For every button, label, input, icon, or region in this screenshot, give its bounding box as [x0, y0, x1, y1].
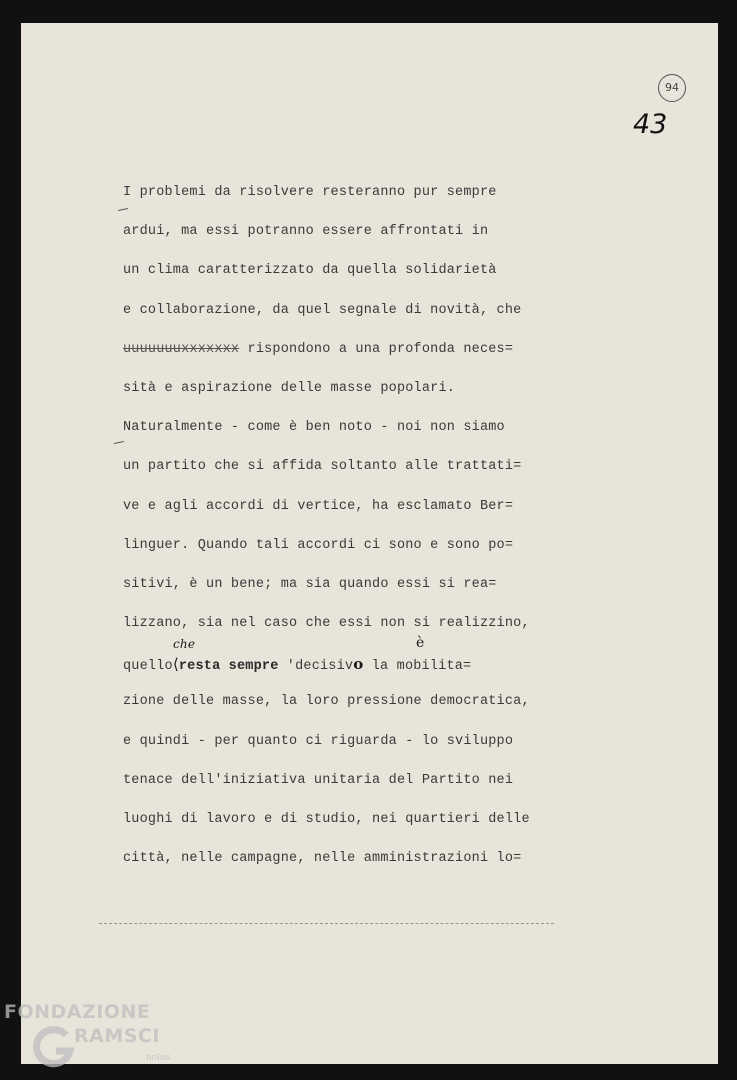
text-line: città, nelle campagne, nelle amministrazioni lo=	[123, 851, 522, 867]
insertion-caret: ⟨	[172, 655, 179, 674]
watermark-sub: onlus	[146, 1053, 171, 1063]
folio-handwritten-number: 43	[633, 109, 668, 140]
handwritten-correction: o	[353, 655, 364, 674]
text-line: ardui, ma essi potranno essere affrontati in	[123, 224, 489, 240]
text-line: ve e agli accordi di vertice, ha esclamato Ber=	[123, 498, 514, 514]
text-line: tenace dell'iniziativa unitaria del Partito nei	[123, 772, 514, 788]
archive-watermark	[4, 1001, 194, 1076]
text-line: un clima caratterizzato da quella solidarietà	[123, 263, 497, 279]
text-line-rest: rispondono a una profonda neces=	[239, 341, 514, 357]
text-line: e collaborazione, da quel segnale di novità, che	[123, 302, 522, 318]
handwritten-insert-e: è	[416, 635, 425, 652]
text-line: un partito che si affida soltanto alle trattati=	[123, 459, 522, 475]
text-line	[123, 342, 553, 381]
folio-circled-number: 94	[658, 74, 686, 102]
text-line: linguer. Quando tali accordi ci sono e sono po=	[123, 537, 514, 553]
text-line: e quindi - per quanto ci riguarda - lo sviluppo	[123, 733, 514, 749]
text-line: Naturalmente - come è ben noto - noi non siamo	[123, 420, 505, 436]
watermark-g-logo-icon	[30, 1023, 76, 1069]
text-line: zione delle masse, la loro pressione democratica,	[123, 694, 530, 710]
struck-out-text: uuuuuuuxxxxxxx	[123, 341, 240, 357]
inserted-text: resta sempre	[178, 659, 279, 675]
text-line-with-corrections: quello⟨resta sempre 'decisivo la mobilita= che è	[123, 635, 472, 675]
bottom-divider	[99, 923, 554, 924]
handwritten-insert-che: che	[173, 637, 196, 652]
watermark-line1: FONDAZIONE	[4, 1001, 151, 1023]
text-line: luoghi di lavoro e di studio, nei quartieri delle	[123, 812, 530, 827]
text-line: sità e aspirazione delle masse popolari.	[123, 380, 456, 396]
text-line: sitivi, è un bene; ma sia quando essi si rea=	[123, 576, 497, 592]
watermark-line2: RAMSCI	[74, 1025, 160, 1047]
text-line: lizzano, sia nel caso che essi non si realizzino,	[123, 616, 530, 632]
document-page	[21, 23, 718, 1064]
typed-text-body	[123, 185, 553, 890]
text-line: I problemi da risolvere resteranno pur sempre	[123, 185, 497, 200]
